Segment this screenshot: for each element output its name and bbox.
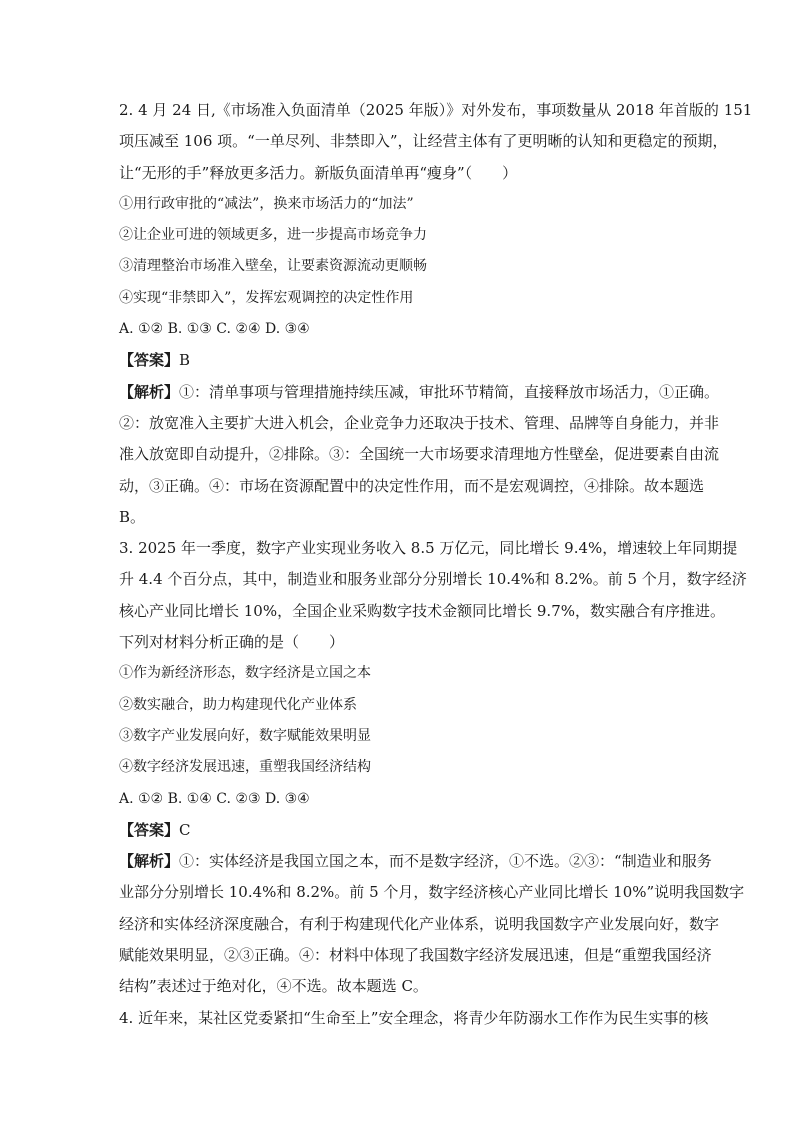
answer-value: B	[179, 351, 191, 370]
question-2-stem-line: 让“无形的手”释放更多活力。新版负面清单再“瘦身”（ ）	[119, 163, 518, 182]
question-3	[119, 533, 747, 1002]
question-3-item: ①作为新经济形态，数字经济是立国之本	[119, 665, 371, 682]
question-3-stem-line: 下列对材料分析正确的是（ ）	[119, 633, 345, 652]
answer-label: 【答案】	[119, 351, 180, 370]
document-content	[119, 95, 753, 1034]
analysis-label: 【解析】	[119, 382, 180, 401]
question-4	[119, 1003, 709, 1034]
question-3-item: ②数实融合，助力构建现代化产业体系	[119, 696, 357, 713]
question-3-item: ③数字产业发展向好，数字赋能效果明显	[119, 727, 371, 744]
question-3-analysis-line: 经济和实体经济深度融合，有利于构建现代化产业体系，说明我国数字产业发展向好，数字	[119, 914, 720, 933]
question-2-analysis-line: 准入放宽即自动提升，②排除。③：全国统一大市场要求清理地方性壁垒，促进要素自由流	[119, 445, 720, 464]
question-2-options: A. ①② B. ①③ C. ②④ D. ③④	[119, 321, 310, 338]
question-2-analysis-line: B。	[119, 507, 146, 526]
question-3-analysis-line: 赋能效果明显，②③正确。④：材料中体现了我国数字经济发展迅速，但是“重塑我国经济	[119, 946, 712, 965]
question-3-stem-line: 升 4.4 个百分点，其中，制造业和服务业部分分别增长 10.4%和 8.2%。前 5 个月，数字经济	[119, 570, 747, 589]
question-3-stem-line: 核心产业同比增长 10%，全国企业采购数字技术金额同比增长 9.7%，数实融合有序推进。	[119, 601, 725, 620]
question-2-analysis-line: ②：放宽准入主要扩大进入机会，企业竞争力还取决于技术、管理、品牌等自身能力，并非	[119, 413, 720, 432]
question-3-item: ④数字经济发展迅速，重塑我国经济结构	[119, 759, 371, 776]
analysis-text: ①：清单事项与管理措施持续压减，审批环节精简，直接释放市场活力，①正确。	[179, 382, 720, 401]
question-3-analysis-line: 业部分分别增长 10.4%和 8.2%。前 5 个月，数字经济核心产业同比增长 10%”说明我国数字	[119, 883, 745, 902]
question-3-answer	[119, 815, 689, 846]
question-3-analysis-line	[119, 846, 712, 877]
question-2-item: ②让企业可进的领域更多，进一步提高市场竞争力	[119, 227, 427, 244]
question-2-analysis-line	[119, 377, 720, 408]
analysis-text: ①：实体经济是我国立国之本，而不是数字经济，①不选。②③：“制造业和服务	[179, 852, 712, 871]
answer-value: C	[179, 820, 191, 839]
question-2	[119, 95, 753, 533]
question-4-stem-line: 4. 近年来，某社区党委紧扣“生命至上”安全理念，将青少年防溺水工作作为民生实事的核	[119, 1008, 709, 1027]
question-2-item: ①用行政审批的“减法”，换来市场活力的“加法”	[119, 195, 414, 212]
question-2-analysis-line: 动，③正确。④：市场在资源配置中的决定性作用，而不是宏观调控，④排除。故本题选	[119, 476, 705, 495]
question-2-stem-line: 项压减至 106 项。“一单尽列、非禁即入”，让经营主体有了更明晰的认知和更稳定的预期，	[119, 132, 728, 151]
question-3-analysis-line: 结构”表述过于绝对化，④不选。故本题选 C。	[119, 977, 428, 996]
answer-label: 【答案】	[119, 820, 180, 839]
question-2-item: ③清理整治市场准入壁垒，让要素资源流动更顺畅	[119, 258, 427, 275]
question-2-item: ④实现“非禁即入”，发挥宏观调控的决定性作用	[119, 289, 414, 306]
question-2-answer	[119, 345, 689, 376]
analysis-label: 【解析】	[119, 852, 180, 871]
question-3-stem-line: 3. 2025 年一季度，数字产业实现业务收入 8.5 万亿元，同比增长 9.4%，增速较上年同期提	[119, 539, 738, 558]
question-3-options: A. ①② B. ①④ C. ②③ D. ③④	[119, 790, 310, 807]
question-2-stem-line: 2. 4 月 24 日,《市场准入负面清单（2025 年版）》对外发布，事项数量从 2018 年首版的 151	[119, 101, 753, 119]
